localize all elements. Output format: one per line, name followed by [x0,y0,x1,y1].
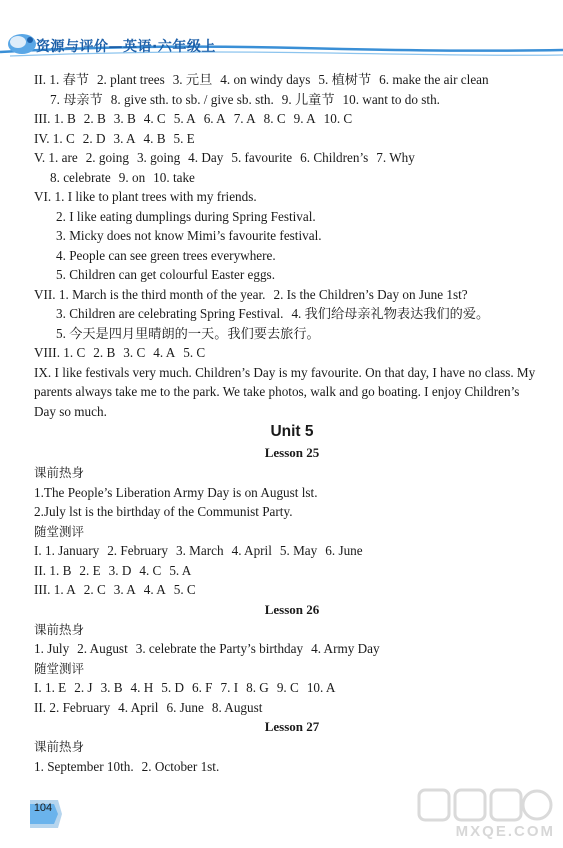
answer-line [34,304,550,324]
answer-item: 5. 今天是四月里晴朗的一天。我们要去旅行。 [56,325,320,341]
answer-item: 1. September 10th. [34,758,134,774]
answer-item: 1.The People’s Liberation Army Day is on August lst. [34,484,318,500]
answer-item: 8. celebrate [50,169,111,185]
answer-item: 10. want to do sth. [342,91,440,107]
answer-item: 6. June [325,543,363,558]
answer-item: 10. take [153,169,195,185]
answer-item: 5. Children can get colourful Easter eggs. [56,267,275,282]
answer-item: 4. Day [188,150,224,165]
answer-line [34,541,550,561]
answer-line [34,265,550,285]
answer-item: 9. 儿童节 [281,91,335,107]
answer-item: 9. C [276,680,299,695]
answer-item: 3. C [123,345,146,360]
answer-item: 课前热身 [34,621,85,637]
answer-line [34,246,550,266]
answer-item: 5. D [161,680,184,695]
answer-item: 9. on [118,169,146,185]
section-label [34,620,550,640]
answer-item: 6. June [166,699,204,715]
answer-item: 3. going [136,150,181,165]
answer-line [34,678,550,698]
answer-item: 3. B [100,680,123,695]
answer-item: 4. April [231,543,272,558]
page-header [0,0,563,60]
answer-line [34,90,550,110]
answer-item: 5. 植树节 [318,72,372,87]
answer-item: 8. August [211,699,263,715]
answer-line [34,109,550,129]
answer-item: 5. C [173,582,196,597]
answer-item: 2. C [83,582,106,597]
answer-item: 7. Why [376,150,415,165]
answer-item: 随堂测评 [34,523,85,539]
answer-item: 8. C [263,111,286,126]
answer-item: 随堂测评 [34,660,85,676]
answer-item: VIII. 1. C [34,345,86,360]
answer-item: 10. C [323,111,353,126]
unit-title: Unit 5 [270,423,314,440]
answer-item: 6. make the air clean [379,72,489,87]
answer-item: VII. 1. March is the third month of the year. [34,286,266,302]
answer-item: 5. A [173,111,196,126]
answer-item: 2. B [83,111,106,126]
answer-item: 5. favourite [231,150,293,165]
answer-item: 2. Is the Children’s Day on June 1st? [273,286,468,302]
header-title: 资源与评价—英语·六年级上 [36,39,216,55]
answer-item: 4. H [130,680,154,695]
answer-item: 10. A [306,680,336,695]
answer-line [34,129,550,149]
answer-item: 3. B [113,111,136,126]
answer-item: 3. D [108,562,132,578]
answer-item: 4. April [118,699,159,715]
answer-line [34,187,550,207]
answer-line [34,285,550,305]
answer-item: 1. July [34,641,70,656]
answer-item: IV. 1. C [34,130,75,146]
answer-item: 2. going [85,150,129,165]
answer-line [34,226,550,246]
answer-line [34,168,550,188]
answer-line [34,70,550,90]
answer-item: IX. I like festivals very much. Children’s Day is my favourite. On that day, I have no class. My parents always take me to the park. We take photos, walk and go boating. I enjoy Children’s Day so much. [34,364,536,419]
answer-item: 2. August [77,641,128,656]
answer-item: 6. Children’s [300,150,369,165]
answer-line [34,324,550,344]
answer-item: VI. 1. I like to plant trees with my friends. [34,189,257,204]
watermark-logo-icon [415,786,555,826]
section-label [34,659,550,679]
lesson-title: Lesson 25 [264,445,320,460]
answer-item: 课前热身 [34,465,85,480]
section-label [34,463,550,483]
answer-line [34,561,550,581]
answer-item: 4. on windy days [220,72,311,87]
answer-item: 7. 母亲节 [50,91,103,107]
answer-line [34,502,550,522]
answer-item: 2. plant trees [96,72,165,87]
answer-item: 3. A [113,130,136,146]
answer-line [34,343,550,363]
answer-item: 3. Micky does not know Mimi’s favourite festival. [56,228,322,243]
watermark [415,786,555,842]
answer-item: 2. D [82,130,106,146]
answer-item: 5. C [183,345,206,360]
answer-content [34,70,550,776]
lesson-title: Lesson 27 [264,719,320,734]
answer-item: 7. I [220,680,239,695]
answer-item: 5. E [173,130,195,146]
answer-item: 9. A [293,111,316,126]
lesson-title: Lesson 26 [264,601,320,617]
answer-item: 3. A [113,582,136,597]
answer-item: II. 1. 春节 [34,72,89,87]
watermark-text: MXQE.COM [455,823,555,840]
answer-item: 6. A [203,111,226,126]
answer-item: 4. 我们给母亲礼物表达我们的爱。 [291,306,490,321]
answer-line [34,148,550,168]
answer-item: 3. Children are celebrating Spring Festival. [56,306,284,321]
answer-line [34,757,550,777]
answer-item: 2. B [93,345,116,360]
answer-line [34,363,550,422]
answer-item: 8. G [246,680,269,695]
answer-line [34,483,550,503]
section-label [34,522,550,542]
answer-item: 6. F [191,680,213,695]
section-label [34,737,550,757]
answer-line [34,639,550,659]
answer-item: 2. I like eating dumplings during Spring Festival. [56,208,316,224]
answer-item: 2.July lst is the birthday of the Communist Party. [34,504,293,519]
page-number: 104 [33,802,53,814]
answer-item: 3. March [175,543,224,558]
answer-item: 7. A [233,111,256,126]
answer-item: 4. C [143,111,166,126]
answer-line [34,698,550,718]
answer-line [34,207,550,227]
answer-item: 8. give sth. to sb. / give sb. sth. [110,91,274,107]
answer-item: I. 1. E [34,680,67,695]
answer-item: 4. B [143,130,166,146]
answer-item: I. 1. January [34,543,100,558]
answer-item: II. 1. B [34,562,72,578]
answer-item: II. 2. February [34,699,111,715]
answer-item: III. 1. B [34,111,76,126]
answer-item: 4. C [139,562,162,578]
answer-item: 4. Army Day [311,641,380,656]
answer-item: 2. E [79,562,101,578]
page-number-badge [28,796,64,837]
answer-item: 3. celebrate the Party’s birthday [135,641,304,656]
answer-item: 4. People can see green trees everywhere. [56,247,276,263]
answer-item: 2. February [107,543,168,558]
answer-item: 2. J [74,680,93,695]
answer-item: III. 1. A [34,582,76,597]
answer-item: 4. A [153,345,176,360]
answer-item: 2. October 1st. [141,758,220,774]
answer-item: 课前热身 [34,739,85,754]
answer-item: 4. A [143,582,166,597]
answer-item: V. 1. are [34,150,78,165]
answer-line [34,580,550,600]
answer-item: 5. A [169,562,192,578]
answer-item: 3. 元旦 [172,72,213,87]
answer-item: 5. May [279,543,318,558]
